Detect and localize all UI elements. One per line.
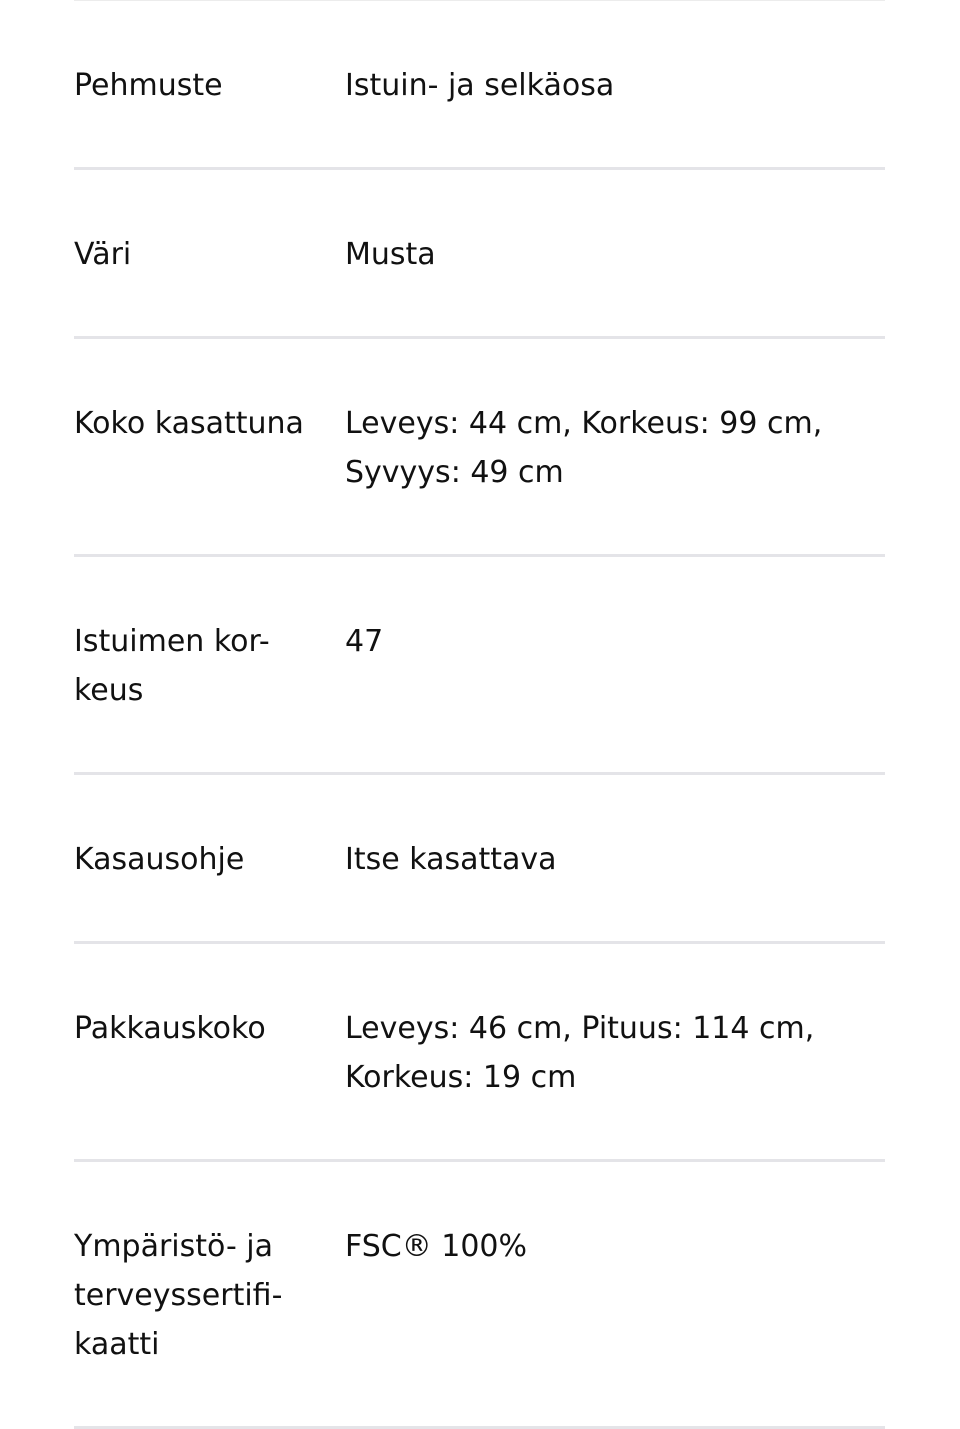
spec-value: Istuin- ja selkäosa <box>345 68 615 103</box>
spec-label: Väri <box>74 237 132 272</box>
spec-row-cushion <box>74 1 885 170</box>
spec-row-certification <box>74 1162 885 1429</box>
spec-row-seat-height <box>74 557 885 775</box>
spec-label: Koko kasattuna <box>74 406 304 441</box>
spec-row-assembled-size <box>74 339 885 557</box>
spec-label: Pehmuste <box>74 68 223 103</box>
spec-value: Musta <box>345 237 436 272</box>
spec-row-package-size <box>74 944 885 1162</box>
spec-label: Istuimen kor- keus <box>74 624 270 708</box>
spec-row-color <box>74 170 885 339</box>
spec-label: Pakkauskoko <box>74 1011 266 1046</box>
spec-value: Leveys: 46 cm, Pituus: 114 cm, Korkeus: 19 cm <box>345 1011 815 1095</box>
spec-value: Itse kasattava <box>345 842 557 877</box>
spec-value: FSC® 100% <box>345 1229 528 1264</box>
product-specs-table <box>74 0 885 1429</box>
spec-value: Leveys: 44 cm, Korkeus: 99 cm, Syvyys: 49 cm <box>345 406 823 490</box>
spec-label: Kasausohje <box>74 842 245 877</box>
spec-label: Ympäristö- ja terveyssertifi- kaatti <box>74 1229 283 1362</box>
spec-row-assembly <box>74 775 885 944</box>
spec-value: 47 <box>345 624 384 659</box>
